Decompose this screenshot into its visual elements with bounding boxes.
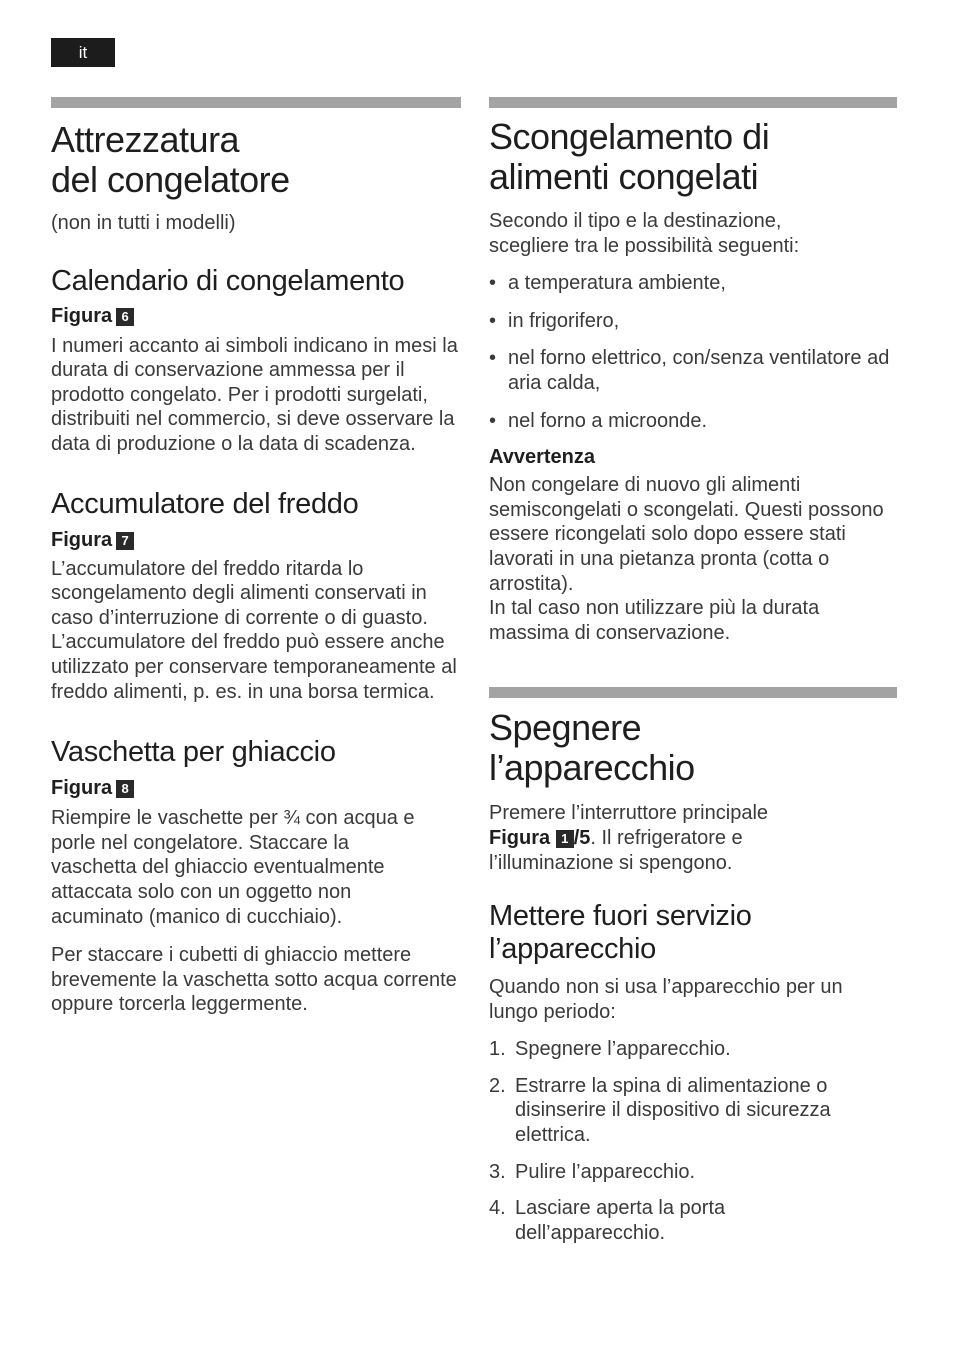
title-line-2: l’apparecchio — [489, 747, 695, 789]
figure-number-badge: 1 — [556, 830, 574, 848]
paragraph-ice-cubes: Per staccare i cubetti di ghiaccio mettere brevemente la vaschetta sotto acqua corrente oppure torcerla leggermente. — [51, 944, 457, 1016]
list-item: 1. Spegnere l’apparecchio. — [489, 1038, 731, 1061]
figure-ref — [51, 528, 461, 552]
list-item: • in frigorifero, — [489, 309, 620, 332]
title-line-1: Attrezzatura — [51, 119, 240, 160]
section-rule — [489, 687, 897, 698]
figure-number-badge: 6 — [116, 308, 134, 326]
paragraph-switch-off: Premere l’interruttore principale Figura 1 /5. Il refrigeratore e l’illuminazione si spengono. — [489, 802, 769, 874]
figure-number-badge: 7 — [116, 532, 134, 550]
title-line-1: Spegnere — [489, 707, 642, 749]
left-column — [51, 97, 461, 1017]
list-item: • nel forno a microonde. — [489, 409, 708, 432]
figure-ref — [51, 776, 461, 800]
warning-label: Avvertenza — [489, 446, 595, 469]
heading-ice-tray: Vaschetta per ghiaccio — [51, 736, 336, 769]
list-item: 4. Lasciare aperta la porta dell’apparecchio. — [489, 1197, 726, 1244]
section-rule — [489, 97, 897, 108]
figure-ref: Figura 1 /5 — [489, 826, 591, 849]
paragraph-warning-2: In tal caso non utilizzare più la durata massima di conservazione. — [489, 597, 820, 644]
section-title — [51, 120, 461, 200]
paragraph-warning: Non congelare di nuovo gli alimenti semiscongelati o scongelati. Questi possono essere ricongelati solo dopo essere stati lavorati in una pietanza pronta (cotta o arrostita). — [489, 474, 884, 595]
figure-label: Figura — [51, 304, 113, 327]
figure-label: Figura — [51, 777, 113, 800]
list-item: • nel forno elettrico, con/senza ventilatore ad aria calda, — [489, 347, 890, 394]
section-rule — [51, 97, 461, 108]
paragraph-cold-accumulator: L’accumulatore del freddo ritarda lo scongelamento degli alimenti conservati in caso d’interruzione di corrente o di guasto. L’accumulatore del freddo può essere anche utilizzato per conservare temporaneamente al freddo alimenti, p. es. in una borsa termica. — [51, 557, 457, 703]
title-line-1: Scongelamento di — [489, 116, 770, 157]
heading-freeze-calendar: Calendario di congelamento — [51, 264, 405, 297]
list-item: 2. Estrarre la spina di alimentazione o disinserire il dispositivo di sicurezza elettrica. — [489, 1074, 831, 1147]
subtitle: (non in tutti i modelli) — [51, 212, 236, 234]
paragraph-freeze-calendar: I numeri accanto ai simboli indicano in mesi la durata di conservazione ammessa per il prodotto congelato. Per i prodotti surgelati, distribuiti nel commercio, si deve osservare la data di produzione o la data di scadenza. — [51, 334, 458, 455]
section-title — [489, 117, 897, 197]
paragraph-decommission-intro: Quando non si usa l’apparecchio per un lungo periodo: — [489, 976, 843, 1023]
language-tab: it — [51, 38, 115, 67]
right-column — [489, 97, 897, 1245]
thaw-options-list — [489, 271, 897, 433]
paragraph-ice-tray: Riempire le vaschette per ¾ con acqua e porle nel congelatore. Staccare la vaschetta del ghiaccio eventualmente attaccata solo con un oggetto non acuminato (manico di cucchiaio). — [51, 807, 415, 928]
figure-number-badge: 8 — [116, 780, 134, 798]
paragraph-thaw-intro: Secondo il tipo e la destinazione, scegliere tra le possibilità seguenti: — [489, 210, 800, 257]
list-item: • a temperatura ambiente, — [489, 272, 726, 295]
section-title — [489, 708, 897, 788]
figure-label: Figura — [51, 528, 113, 551]
title-line-2: alimenti congelati — [489, 156, 759, 197]
heading-decommission: Mettere fuori servizio l’apparecchio — [489, 900, 752, 966]
figure-ref — [51, 304, 461, 328]
list-item: 3. Pulire l’apparecchio. — [489, 1160, 696, 1183]
heading-cold-accumulator: Accumulatore del freddo — [51, 487, 359, 520]
decommission-steps — [489, 1037, 897, 1245]
figure-label: Figura — [489, 826, 551, 849]
title-line-2: del congelatore — [51, 159, 290, 200]
